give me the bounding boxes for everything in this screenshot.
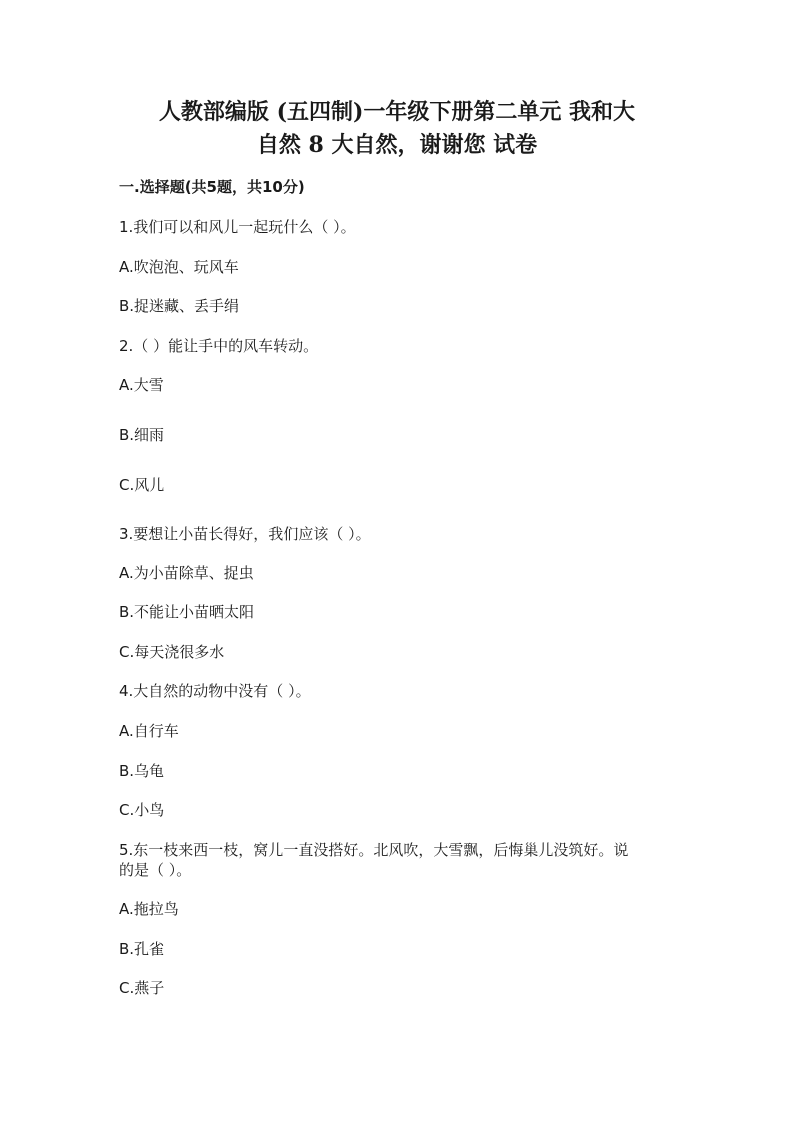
question-4-option-a: A.自行车 [119, 722, 179, 740]
question-5-option-a: A.拖拉鸟 [119, 900, 179, 918]
question-4-option-b: B.乌龟 [119, 762, 165, 780]
question-5-option-b: B.孔雀 [119, 940, 165, 958]
question-1-option-a: A.吹泡泡、玩风车 [119, 258, 239, 276]
question-2-option-a: A.大雪 [119, 376, 164, 394]
question-5-stem-line-2: 的是（ ）。 [119, 861, 192, 879]
section-heading: 一.选择题(共5题，共10分) [119, 178, 305, 196]
question-1-stem: 1.我们可以和风儿一起玩什么（ ）。 [119, 218, 356, 236]
question-3-option-a: A.为小苗除草、捉虫 [119, 564, 254, 582]
question-5-option-c: C.燕子 [119, 979, 165, 997]
question-4-stem: 4.大自然的动物中没有（ ）。 [119, 682, 311, 700]
question-2-option-c: C.风儿 [119, 476, 165, 494]
page-title-line-2: 自然 8 大自然，谢谢您 试卷 [256, 132, 538, 158]
page-title-line-1: 人教部编版 (五四制)一年级下册第二单元 我和大 [158, 99, 636, 125]
question-5-stem-line-1: 5.东一枝来西一枝，窝儿一直没搭好。北风吹，大雪飘，后悔巢儿没筑好。说 [119, 841, 629, 859]
question-2-option-b: B.细雨 [119, 426, 165, 444]
question-4-option-c: C.小鸟 [119, 801, 165, 819]
question-3-option-c: C.每天浇很多水 [119, 643, 225, 661]
question-3-stem: 3.要想让小苗长得好，我们应该（ ）。 [119, 525, 371, 543]
question-3-option-b: B.不能让小苗晒太阳 [119, 603, 255, 621]
question-1-option-b: B.捉迷藏、丢手绢 [119, 297, 240, 315]
question-2-stem: 2.（ ）能让手中的风车转动。 [119, 337, 319, 355]
